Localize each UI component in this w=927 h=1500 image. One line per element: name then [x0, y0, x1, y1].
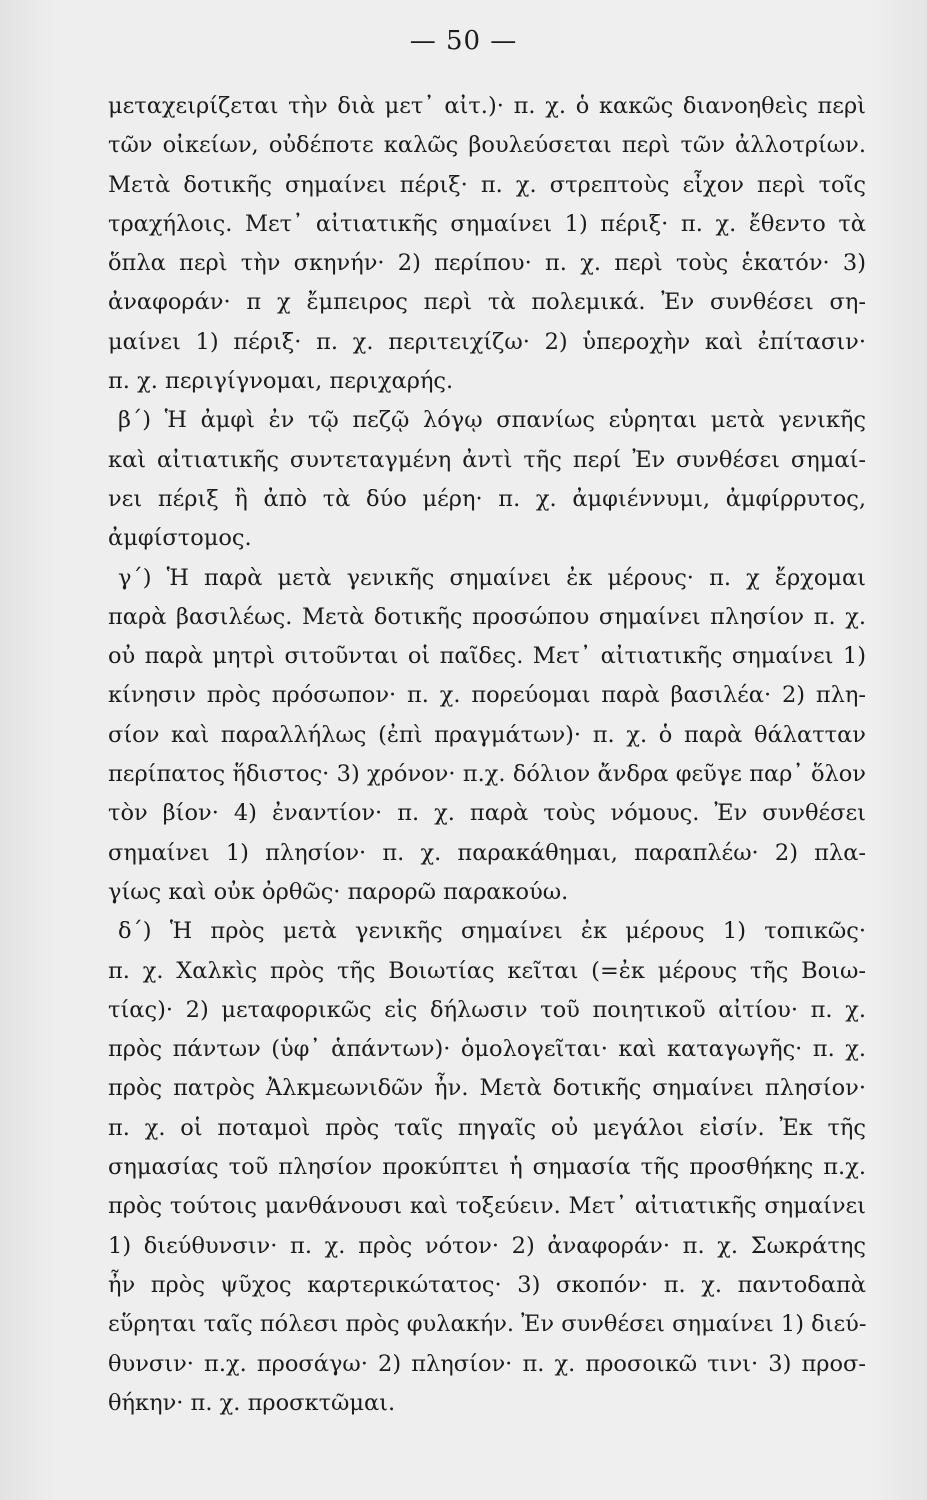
text-line: πρὸς πατρὸς Ἀλκμεωνιδῶν ἦν. Μετὰ δοτικῆς σημαίνει πλησίον· — [108, 1075, 866, 1102]
text-line: σίον καὶ παραλλήλως (ἐπὶ πραγμάτων)· π. χ. ὁ παρὰ θάλατταν — [108, 721, 866, 748]
text-line: θυνσιν· π.χ. προσάγω· 2) πλησίον· π. χ. προσοικῶ τινι· 3) προσ- — [108, 1350, 866, 1377]
text-line: σημαίνει 1) πλησίον· π. χ. παρακάθημαι, παραπλέω· 2) πλα- — [108, 839, 866, 866]
text-line: καὶ αἰτιατικῆς συντεταγμένη ἀντὶ τῆς περί Ἐν συνθέσει σημαί- — [108, 446, 866, 473]
paragraph-start-line: δ΄) Ἡ πρὸς μετὰ γενικῆς σημαίνει ἐκ μέρους 1) τοπικῶς· — [118, 918, 866, 945]
page-number: — 50 — — [409, 26, 518, 56]
text-line: π. χ. οἱ ποταμοὶ πρὸς ταῖς πηγαῖς οὐ μεγάλοι εἰσίν. Ἐκ τῆς — [108, 1114, 866, 1141]
text-line: Μετὰ δοτικῆς σημαίνει πέριξ· π. χ. στρεπτοὺς εἶχον περὶ τοῖς — [108, 171, 866, 198]
text-line: τῶν οἰκείων, οὐδέποτε καλῶς βουλεύσεται περὶ τῶν ἀλλοτρίων. — [108, 132, 866, 159]
text-line: θήκην· π. χ. προσκτῶμαι. — [108, 1389, 396, 1416]
text-line: γίως καὶ οὐκ ὀρθῶς· παρορῶ παρακούω. — [108, 878, 569, 905]
text-line: πρὸς πάντων (ὑφ᾽ ἁπάντων)· ὁμολογεῖται· καὶ καταγωγῆς· π. χ. — [108, 1036, 866, 1063]
text-line: π. χ. Χαλκὶς πρὸς τῆς Βοιωτίας κεῖται (=ἐκ μέρους τῆς Βοιω- — [108, 957, 866, 984]
text-line: ἀμφίστομος. — [108, 525, 252, 552]
text-line: π. χ. περιγίγνομαι, περιχαρής. — [108, 368, 454, 395]
text-line: 1) διεύθυνσιν· π. χ. πρὸς νότον· 2) ἀναφοράν· π. χ. Σωκράτης — [108, 1232, 866, 1259]
text-line: μαίνει 1) πέριξ· π. χ. περιτειχίζω· 2) ὑπεροχὴν καὶ ἐπίτασιν· — [108, 328, 866, 355]
text-line: μεταχειρίζεται τὴν διὰ μετ᾽ αἰτ.)· π. χ. ὁ κακῶς διανοηθεὶς περὶ — [108, 93, 866, 119]
text-line: κίνησιν πρὸς πρόσωπον· π. χ. πορεύομαι παρὰ βασιλέα· 2) πλη- — [108, 682, 866, 709]
text-line: νει πέριξ ἢ ἀπὸ τὰ δύο μέρη· π. χ. ἀμφιέννυμι, ἀμφίρρυτος, — [108, 485, 866, 512]
text-line: οὐ παρὰ μητρὶ σιτοῦνται οἱ παῖδες. Μετ᾽ αἰτιατικῆς σημαίνει 1) — [108, 643, 866, 670]
body-text — [108, 87, 866, 1423]
text-line: παρὰ βασιλέως. Μετὰ δοτικῆς προσώπου σημαίνει πλησίον π. χ. — [108, 603, 866, 630]
text-line: ὅπλα περὶ τὴν σκηνήν· 2) περίπου· π. χ. περὶ τοὺς ἑκατόν· 3) — [108, 250, 866, 277]
text-line: ἦν πρὸς ψῦχος καρτερικώτατος· 3) σκοπόν· π. χ. παντοδαπὰ — [108, 1271, 866, 1298]
text-line: τραχήλοις. Μετ᾽ αἰτιατικῆς σημαίνει 1) πέριξ· π. χ. ἔθεντο τὰ — [108, 210, 866, 237]
text-line: τὸν βίον· 4) ἐναντίον· π. χ. παρὰ τοὺς νόμους. Ἐν συνθέσει — [108, 800, 866, 827]
paragraph-start-line: β΄) Ἡ ἀμφὶ ἐν τῷ πεζῷ λόγῳ σπανίως εὑρηται μετὰ γενικῆς — [118, 407, 866, 434]
text-line: τίας)· 2) μεταφορικῶς εἰς δήλωσιν τοῦ ποιητικοῦ αἰτίου· π. χ. — [108, 996, 866, 1023]
paragraph-start-line: γ΄) Ἡ παρὰ μετὰ γενικῆς σημαίνει ἐκ μέρους· π. χ ἔρχομαι — [118, 564, 866, 591]
text-line: ἀναφοράν· π χ ἔμπειρος περὶ τὰ πολεμικά. Ἐν συνθέσει ση- — [108, 289, 866, 316]
text-line: σημασίας τοῦ πλησίον προκύπτει ἡ σημασία τῆς προσθήκης π.χ. — [108, 1154, 866, 1181]
text-line: εὕρηται ταῖς πόλεσι πρὸς φυλακήν. Ἐν συνθέσει σημαίνει 1) διεύ- — [108, 1311, 866, 1338]
text-line: πρὸς τούτοις μανθάνουσι καὶ τοξεύειν. Μετ᾽ αἰτιατικῆς σημαίνει — [108, 1193, 866, 1220]
text-line: περίπατος ἥδιστος· 3) χρόνον· π.χ. δόλιον ἄνδρα φεῦγε παρ᾽ ὅλον — [108, 761, 866, 788]
